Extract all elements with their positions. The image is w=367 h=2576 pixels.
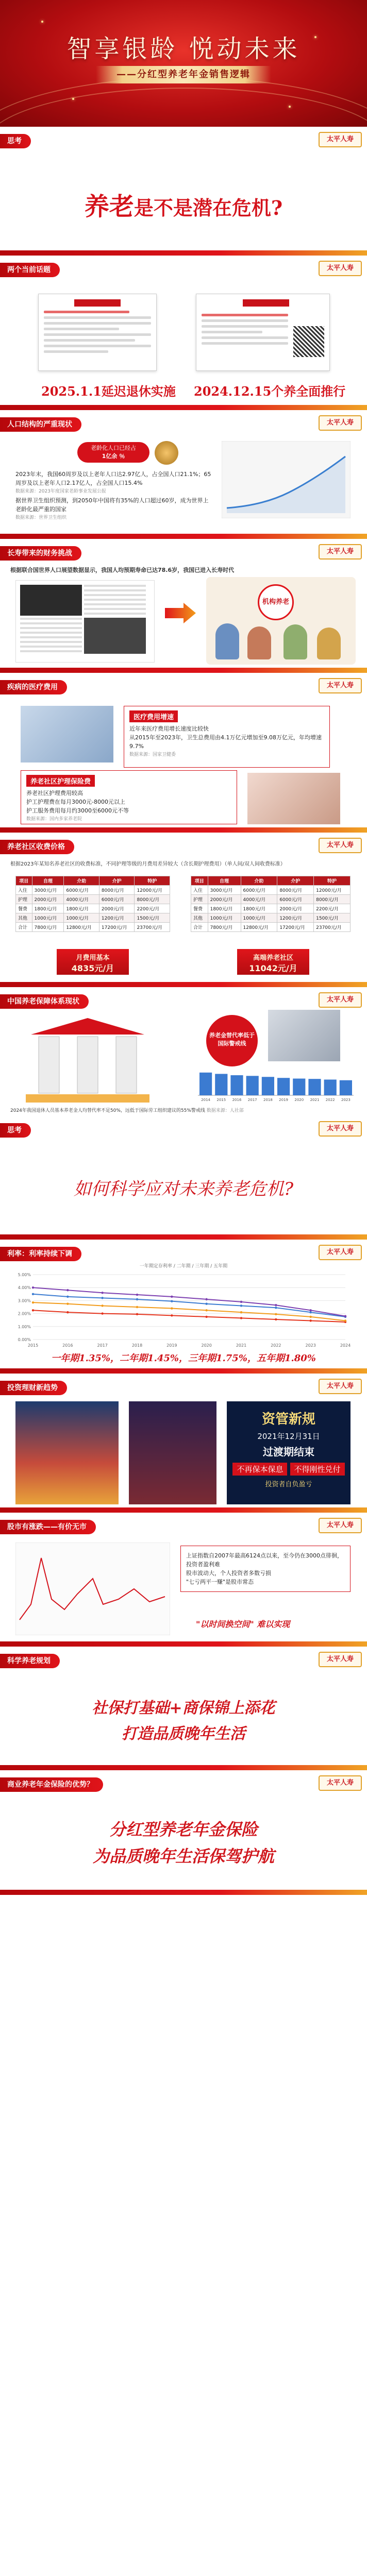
summary-label: 月费用基本: [76, 954, 110, 962]
brand-logo: 太平人寿: [319, 1379, 362, 1394]
table-row: [191, 895, 351, 904]
bottom-bar: [0, 250, 367, 256]
table-row: [16, 923, 170, 932]
annuity-line-1: 分红型养老年金保险: [109, 1820, 258, 1839]
longevity-lead: 根据联合国世界人口展望数据显示，我国人均预期寿命已达78.6岁，我国已进入长寿时代: [10, 567, 235, 573]
tick-label: 2018: [263, 1098, 273, 1102]
poster-date: 2021年12月31日: [257, 1432, 320, 1441]
table-header: 介助: [64, 876, 99, 886]
x-tick-label: 2016: [62, 1343, 73, 1348]
tick-label: 2023: [341, 1098, 351, 1102]
data-point: [66, 1303, 69, 1305]
slide-planning: [0, 1647, 367, 1770]
bullet-text: 2023年末，我国60周岁及以上老年人口达2.97亿人，占全国人口21.1%；65周岁及以上老年人口2.17亿人，占全国人口15.4%: [15, 471, 211, 486]
brand-logo: 太平人寿: [319, 1518, 362, 1533]
y-tick-label: 5.00%: [18, 1273, 31, 1277]
table-cell: 8000元/月: [135, 895, 170, 904]
section-tag: 两个当前话题: [0, 263, 60, 277]
caregiver-photo: [247, 773, 340, 824]
data-point: [205, 1316, 207, 1318]
table-cell: 护理: [191, 895, 208, 904]
y-tick-label: 1.00%: [18, 1324, 31, 1329]
table-cell: 7800元/月: [32, 923, 64, 932]
table-cell: 1000元/月: [64, 913, 99, 923]
table-header: 特护: [314, 876, 351, 886]
bottom-bar: [0, 1765, 367, 1770]
tick-label: 2016: [232, 1098, 242, 1102]
bar: [230, 1075, 243, 1095]
x-tick-label: 2017: [97, 1343, 108, 1348]
table-cell: 8000元/月: [99, 886, 135, 895]
brand-logo: 太平人寿: [319, 132, 362, 147]
table-cell: 餐费: [16, 904, 32, 913]
chart-legend: 一年期定存利率 / 二年期 / 三年期 / 五年期: [139, 1264, 228, 1269]
data-point: [171, 1296, 173, 1298]
data-point: [275, 1307, 277, 1309]
replacement-rate-chart: [196, 1066, 356, 1103]
poster-line: 投资者自负盈亏: [265, 1481, 312, 1488]
section-tag: 商业养老年金保险的优势？: [0, 1777, 103, 1792]
table-cell: 8000元/月: [314, 895, 351, 904]
table-cell: 6000元/月: [64, 886, 99, 895]
tick-label: 2019: [279, 1098, 289, 1102]
interest-rate-chart: [15, 1272, 351, 1349]
table-cell: 合计: [16, 923, 32, 932]
bottom-bar: [0, 405, 367, 410]
table-cell: 2000元/月: [277, 904, 314, 913]
data-point: [32, 1293, 34, 1295]
brand-logo: 太平人寿: [319, 1775, 362, 1791]
bullet-text: 护工护理费在每月3000元-8000元以上: [26, 799, 125, 805]
table-row: [191, 904, 351, 913]
elderly-illustration: [206, 577, 356, 665]
stock-bullets: [180, 1546, 351, 1592]
brand-logo: 太平人寿: [319, 1121, 362, 1137]
pillar-diagram: [10, 1014, 165, 1107]
data-point: [205, 1298, 207, 1300]
data-point: [205, 1309, 207, 1311]
note-text: 2024年我国退休人员基本养老金人均替代率不足50%，远低于国际劳工组织建议的55%警戒线: [10, 1108, 205, 1113]
section-tag: 养老社区收费价格: [0, 840, 74, 854]
table-cell: 8000元/月: [277, 886, 314, 895]
table-cell: 1000元/月: [32, 913, 64, 923]
medical-cost-box: [124, 706, 330, 768]
brand-logo: 太平人寿: [319, 1652, 362, 1667]
series-line: [33, 1287, 345, 1316]
slide-investment: [0, 1374, 367, 1513]
data-point: [101, 1292, 103, 1294]
source-note: 数据来源：国内多家养老院: [26, 817, 82, 822]
data-point: [32, 1301, 34, 1303]
x-tick-label: 2023: [305, 1343, 316, 1348]
table-cell: 2000元/月: [99, 904, 135, 913]
table-row: [191, 913, 351, 923]
bar: [246, 1076, 259, 1095]
question-heading: [0, 187, 367, 222]
life-table-image: [15, 580, 155, 663]
table-cell: 1200元/月: [99, 913, 135, 923]
slide-annuity: [0, 1770, 367, 1895]
doc-header: [74, 299, 121, 307]
person-icon: [283, 624, 307, 659]
elderly-photo: [268, 1010, 340, 1061]
question-red: 养老: [84, 192, 134, 221]
aging-badge: [77, 442, 149, 463]
table-header: 自理: [208, 876, 241, 886]
tick-label: 2020: [294, 1098, 304, 1102]
planning-line-1: 社保打基础+商保锦上添花: [92, 1699, 275, 1717]
hero-slide: [0, 0, 367, 127]
summary-value: 11042元/月: [249, 963, 297, 973]
data-point: [66, 1311, 69, 1313]
table-header: 介助: [241, 876, 277, 886]
fees-table-right: [191, 876, 351, 932]
table-cell: 3000元/月: [32, 886, 64, 895]
table-header: 介护: [277, 876, 314, 886]
data-point: [101, 1312, 103, 1314]
table-cell: 入住: [16, 886, 32, 895]
sparkle: [72, 98, 74, 100]
qr-code-icon: [293, 326, 324, 357]
table-cell: 餐费: [191, 904, 208, 913]
bar: [340, 1080, 352, 1095]
data-point: [101, 1304, 103, 1307]
coin-icon: [155, 441, 178, 465]
table-cell: 12800元/月: [241, 923, 277, 932]
pension-note: [10, 1107, 351, 1113]
table-cell: 23700元/月: [314, 923, 351, 932]
bottom-bar: [0, 827, 367, 833]
table-cell: 12000元/月: [135, 886, 170, 895]
badge-line: 养老金替代率低于: [209, 1032, 255, 1039]
y-tick-label: 2.00%: [18, 1311, 31, 1316]
bar: [293, 1079, 305, 1096]
x-tick-label: 2018: [131, 1343, 143, 1348]
brand-logo: 太平人寿: [319, 838, 362, 853]
bullet-text: 近年来医疗费用增长速度比较快: [129, 725, 209, 732]
fees-intro: 根据2023年某知名养老社区的收费标准，不同护理等级的月费用差异较大（含长期护理费用）（单人间/双人间收费标准）: [10, 861, 286, 867]
brand-logo: 太平人寿: [319, 261, 362, 276]
table-cell: 12800元/月: [64, 923, 99, 932]
person-icon: [317, 628, 341, 659]
stock-index-graphic: [15, 1543, 170, 1635]
data-point: [344, 1315, 346, 1317]
data-point: [309, 1319, 311, 1321]
table-cell: 1500元/月: [135, 913, 170, 923]
question-heading: 如何科学应对未来养老危机?: [73, 1179, 294, 1199]
summary-box-left: [57, 949, 129, 975]
slide-think-1: [0, 127, 367, 256]
table-header: 特护: [135, 876, 170, 886]
tick-label: 2021: [310, 1098, 320, 1102]
caption-pension: 2024.12.15个养全面推行: [194, 384, 346, 399]
bar: [308, 1079, 321, 1095]
replacement-rate-badge: [206, 1015, 258, 1066]
table-cell: 3000元/月: [208, 886, 241, 895]
table-cell: 6000元/月: [99, 895, 135, 904]
table-row: [16, 886, 170, 895]
series-line: [33, 1302, 345, 1320]
data-point: [344, 1319, 346, 1321]
data-point: [171, 1314, 173, 1316]
data-point: [136, 1306, 138, 1308]
table-cell: 1200元/月: [277, 913, 314, 923]
table-cell: 17200元/月: [99, 923, 135, 932]
y-tick-label: 0.00%: [18, 1337, 31, 1342]
data-point: [275, 1318, 277, 1320]
data-point: [66, 1296, 69, 1298]
table-row: [16, 895, 170, 904]
table-cell: 其他: [191, 913, 208, 923]
poster-line: 过渡期结束: [263, 1446, 314, 1458]
sparkle: [289, 106, 291, 108]
bar: [262, 1077, 274, 1095]
section-tag: 投资理财新趋势: [0, 1381, 67, 1395]
data-point: [240, 1304, 242, 1307]
bank-news-image: [129, 1401, 216, 1504]
slide-stock-market: [0, 1513, 367, 1647]
x-tick-label: 2015: [27, 1343, 39, 1348]
data-point: [240, 1301, 242, 1303]
bottom-bar: [0, 1234, 367, 1240]
document-image-right: [196, 294, 330, 371]
data-point: [32, 1286, 34, 1289]
data-point: [240, 1317, 242, 1319]
data-point: [240, 1311, 242, 1313]
slide-pension-system: [0, 987, 367, 1116]
bullet-text: 上证指数自2007年最高6124点以来，至今仍在3000点徘徊，投资者盈利难: [186, 1552, 343, 1568]
table-header: 项目: [16, 876, 32, 886]
table-cell: 1000元/月: [208, 913, 241, 923]
x-tick-label: 2020: [201, 1343, 212, 1348]
table-cell: 12000元/月: [314, 886, 351, 895]
data-point: [136, 1294, 138, 1296]
table-cell: 合计: [191, 923, 208, 932]
source-note: 数据来源：人社部: [206, 1108, 244, 1113]
summary-box-right: [237, 949, 309, 975]
table-cell: 2000元/月: [208, 895, 241, 904]
table-cell: 护理: [16, 895, 32, 904]
table-cell: 1800元/月: [208, 904, 241, 913]
bar: [215, 1074, 227, 1095]
table-header: 自理: [32, 876, 64, 886]
table-cell: 2200元/月: [314, 904, 351, 913]
brand-logo: 太平人寿: [319, 415, 362, 431]
bullet-text: 股市波动大，个人投资者多数亏损: [186, 1570, 271, 1577]
x-tick-label: 2019: [166, 1343, 177, 1348]
table-cell: 2000元/月: [32, 895, 64, 904]
section-tag: 利率：利率持续下调: [0, 1247, 81, 1261]
bullet-text: 从2015年至2023年，卫生总费用由4.1万亿元增加至9.08万亿元，年均增速9.7%: [129, 734, 322, 750]
poster-title: 资管新规: [261, 1412, 315, 1427]
annuity-line-2: 为品质晚年生活保驾护航: [92, 1846, 274, 1866]
slide-think-2: [0, 1116, 367, 1240]
summary-value: 4835元/月: [71, 963, 114, 973]
data-point: [136, 1313, 138, 1315]
asset-management-poster: [227, 1401, 351, 1504]
summary-label: 高端养老社区: [253, 954, 293, 962]
slide-two-topics: [0, 256, 367, 410]
bottom-bar: [0, 982, 367, 987]
data-point: [309, 1316, 311, 1318]
slide-interest-rates: [0, 1240, 367, 1374]
label-circle: 机构养老: [258, 584, 294, 620]
table-cell: 4000元/月: [241, 895, 277, 904]
arrow-icon: [165, 603, 196, 623]
badge-line: 老龄化人口已经占: [91, 445, 136, 451]
bullet-text: "七亏两平一赚"是股市常态: [186, 1579, 254, 1585]
data-point: [136, 1298, 138, 1300]
table-header: 介护: [99, 876, 135, 886]
table-cell: 1800元/月: [64, 904, 99, 913]
stock-note: "以时间换空间" 难以实现: [196, 1619, 290, 1629]
hero-subtitle: ——分红型养老年金销售逻辑: [116, 69, 251, 80]
data-point: [66, 1289, 69, 1291]
badge-value: 1亿余 ％: [102, 453, 125, 460]
data-point: [171, 1300, 173, 1302]
sparkle: [41, 21, 43, 23]
subtitle-ribbon: [96, 66, 271, 83]
table-cell: 23700元/月: [135, 923, 170, 932]
box-title: 养老社区护理保险费: [26, 775, 95, 787]
table-cell: 2200元/月: [135, 904, 170, 913]
bottom-bar: [0, 1368, 367, 1374]
table-header: 项目: [191, 876, 208, 886]
y-tick-label: 4.00%: [18, 1285, 31, 1291]
table-row: [16, 913, 170, 923]
rate-summary: 一年期1.35%，二年期1.45%，三年期1.75%，五年期1.80%: [51, 1353, 316, 1364]
section-tag: 股市有涨跌——有价无市: [0, 1520, 96, 1534]
table-cell: 6000元/月: [241, 886, 277, 895]
data-point: [171, 1307, 173, 1309]
population-trend-graphic: [222, 441, 351, 518]
x-tick-label: 2022: [271, 1343, 281, 1348]
tick-label: 2017: [247, 1098, 257, 1102]
table-row: [191, 886, 351, 895]
data-point: [309, 1311, 311, 1313]
poster-line: 不再保本保息: [232, 1463, 287, 1476]
bottom-bar: [0, 668, 367, 673]
table-cell: 1000元/月: [241, 913, 277, 923]
badge-line: 国际警戒线: [218, 1040, 246, 1047]
caption-retirement: 2025.1.1延迟退休实施: [41, 384, 176, 399]
brand-logo: 太平人寿: [319, 992, 362, 1008]
table-row: [191, 923, 351, 932]
bottom-bar: [0, 1641, 367, 1647]
bottom-bar: [0, 1890, 367, 1895]
bullet-text: 养老社区护理费用较高: [26, 790, 83, 796]
section-tag: 思考: [0, 134, 31, 148]
table-cell: 入住: [191, 886, 208, 895]
bottom-bar: [0, 1507, 367, 1513]
slide-community-fees: [0, 833, 367, 987]
document-image-left: [38, 294, 157, 371]
table-cell: 1800元/月: [32, 904, 64, 913]
section-tag: 思考: [0, 1123, 31, 1138]
bullet-text: 护工服务费用每月约3000至6000元不等: [26, 807, 129, 814]
section-tag: 长寿带来的财务挑战: [0, 546, 81, 561]
table-cell: 其他: [16, 913, 32, 923]
bar: [324, 1079, 337, 1095]
section-tag: 人口结构的严重现状: [0, 417, 81, 432]
care-cost-box: [21, 770, 237, 824]
data-point: [32, 1309, 34, 1311]
tick-label: 2022: [325, 1098, 335, 1102]
planning-line-2: 打造品质晚年生活: [122, 1725, 245, 1743]
slide-population: [0, 410, 367, 539]
table-cell: 17200元/月: [277, 923, 314, 932]
box-title: 医疗费用增速: [129, 710, 178, 722]
person-icon: [247, 626, 271, 659]
data-point: [275, 1313, 277, 1315]
table-cell: 1800元/月: [241, 904, 277, 913]
x-tick-label: 2024: [340, 1343, 351, 1348]
section-tag: 中国养老保障体系现状: [0, 994, 89, 1009]
table-cell: 4000元/月: [64, 895, 99, 904]
person-icon: [215, 623, 239, 659]
data-point: [309, 1309, 311, 1311]
table-cell: 6000元/月: [277, 895, 314, 904]
bar: [199, 1073, 212, 1095]
section-tag: 科学养老规划: [0, 1654, 60, 1668]
tick-label: 2015: [216, 1098, 226, 1102]
data-point: [101, 1297, 103, 1299]
question-rest: 是不是潜在危机?: [134, 196, 283, 219]
hospital-photo: [21, 706, 113, 762]
section-tag: 疾病的医疗费用: [0, 680, 67, 694]
population-bullets: [15, 470, 211, 522]
brand-logo: 太平人寿: [319, 544, 362, 560]
x-tick-label: 2021: [236, 1343, 247, 1348]
poster-line: 不得刚性兑付: [290, 1463, 345, 1476]
hero-title: 智享银龄 悦动未来: [66, 35, 301, 63]
bottom-bar: [0, 534, 367, 539]
table-cell: 1500元/月: [314, 913, 351, 923]
source-note: 数据来源：国家卫健委: [129, 752, 176, 757]
brand-logo: 太平人寿: [319, 1245, 362, 1260]
table-row: [16, 904, 170, 913]
source-note: 数据来源：世界卫生组织: [15, 515, 67, 520]
data-point: [205, 1303, 207, 1305]
bar: [277, 1078, 290, 1095]
y-tick-label: 3.00%: [18, 1298, 31, 1303]
fees-table-left: [15, 876, 170, 932]
data-point: [275, 1304, 277, 1306]
slide-medical: [0, 673, 367, 833]
tick-label: 2014: [201, 1098, 211, 1102]
news-collage-image: [15, 1401, 119, 1504]
brand-logo: 太平人寿: [319, 678, 362, 693]
source-note: 数据来源：2023年度国家老龄事业发展公报: [15, 489, 106, 494]
slide-longevity: [0, 539, 367, 673]
table-cell: 7800元/月: [208, 923, 241, 932]
bullet-text: 据世界卫生组织预测，到2050年中国将有35%的人口超过60岁，成为世界上老龄化最严重的国家: [15, 497, 209, 513]
